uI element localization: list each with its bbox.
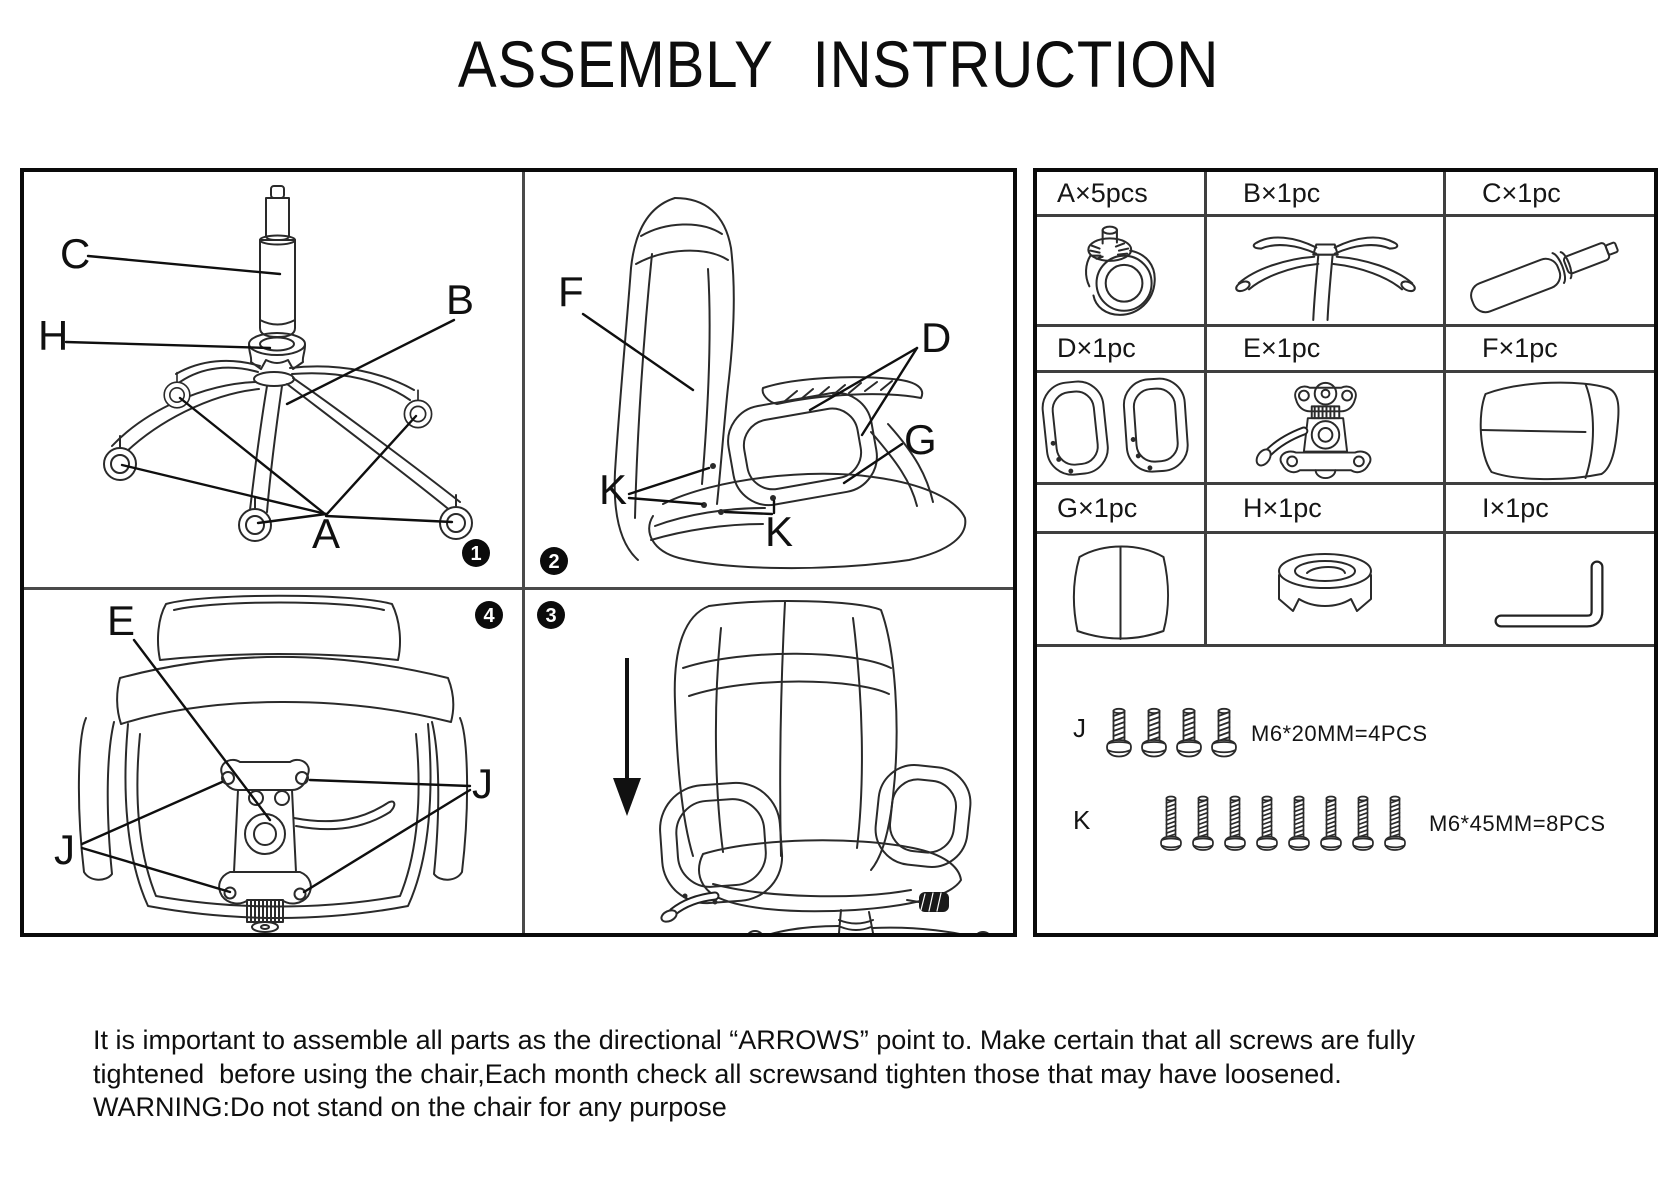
part-label-a: A — [312, 510, 341, 557]
step-3-number: 3 — [545, 605, 557, 627]
part-label-k: K — [765, 508, 794, 555]
footer-note — [93, 1024, 1593, 1125]
part-label-k: K — [599, 466, 628, 513]
part-label-b: B — [446, 276, 475, 323]
part-label-d: D — [921, 314, 952, 361]
step-4-badge — [475, 601, 503, 629]
step-2-panel — [525, 172, 1013, 587]
footer-warning: WARNING:Do not stand on the chair for any purpose — [93, 1092, 727, 1122]
base-exploded-drawing — [104, 186, 475, 541]
assembly-steps-diagram — [20, 168, 1017, 937]
step-1-number: 1 — [470, 543, 482, 565]
part-c-label: C×1pc — [1446, 172, 1654, 217]
part-h-cell — [1207, 534, 1446, 647]
screw-k-icon — [1351, 795, 1375, 853]
screw-j-icon — [1175, 707, 1203, 759]
gas-lift-drawing — [1453, 219, 1648, 323]
step-3-badge — [537, 601, 565, 629]
part-a-cell — [1037, 217, 1207, 327]
backrest-drawing — [1465, 374, 1635, 482]
part-label-c: C — [60, 230, 91, 277]
screw-j-label: J — [1073, 713, 1086, 743]
allen-key-drawing — [1475, 537, 1625, 641]
part-label-e: E — [107, 597, 136, 644]
part-label-f: F — [558, 268, 584, 315]
page-title — [0, 26, 1678, 102]
screw-k-label: K — [1073, 805, 1091, 835]
part-label-j: J — [472, 760, 493, 807]
panel-divider-vertical — [522, 172, 525, 933]
part-label-g: G — [904, 416, 937, 463]
screw-k-spec: M6*45MM=8PCS — [1429, 811, 1606, 836]
step-2-leader-lines — [583, 314, 917, 514]
step-1-badge — [462, 539, 490, 567]
down-arrow — [613, 658, 641, 816]
part-c-cell — [1446, 217, 1654, 327]
part-e-label: E×1pc — [1207, 327, 1446, 373]
screw-k-icon — [1383, 795, 1407, 853]
armrests-drawing — [1037, 375, 1204, 481]
part-a-label: A×5pcs — [1037, 172, 1207, 217]
screw-k-icon — [1191, 795, 1215, 853]
tilt-mechanism-drawing — [1243, 374, 1408, 482]
step-1-panel — [24, 172, 522, 587]
part-d-label: D×1pc — [1037, 327, 1207, 373]
footer-line-1: It is important to assemble all parts as the directional “ARROWS” point to. Make certain that all screws are fully — [93, 1025, 1416, 1055]
part-g-label: G×1pc — [1037, 485, 1207, 534]
screw-j-spec: M6*20MM=4PCS — [1251, 721, 1428, 746]
seat-drawing — [1062, 535, 1180, 643]
screw-k-icon — [1255, 795, 1279, 853]
assembled-chair-drawing — [657, 601, 992, 933]
caster-wheel-drawing — [1061, 220, 1181, 322]
parts-grid — [1037, 172, 1654, 647]
footer-line-2: tightened before using the chair,Each month check all screwsand tighten those that may have loosened. — [93, 1058, 1342, 1089]
screw-k-icon — [1159, 795, 1183, 853]
base-cover-drawing — [1255, 537, 1395, 641]
parts-table — [1033, 168, 1658, 937]
part-label-h: H — [38, 312, 69, 359]
part-i-cell — [1446, 534, 1654, 647]
part-g-cell — [1037, 534, 1207, 647]
star-base-drawing — [1223, 220, 1428, 322]
screw-j-icon — [1210, 707, 1238, 759]
part-h-label: H×1pc — [1207, 485, 1446, 534]
seat-underside-drawing — [79, 596, 467, 932]
part-i-label: I×1pc — [1446, 485, 1654, 534]
screw-k-icon — [1319, 795, 1343, 853]
screw-j-icon — [1105, 707, 1133, 759]
part-f-cell — [1446, 373, 1654, 485]
step-4-panel — [24, 590, 522, 933]
step-2-badge — [540, 547, 568, 575]
part-d-cell — [1037, 373, 1207, 485]
step-2-number: 2 — [548, 551, 560, 573]
part-b-label: B×1pc — [1207, 172, 1446, 217]
part-label-j: J — [54, 826, 75, 873]
page-title-text: ASSEMBLY INSTRUCTION — [458, 27, 1220, 101]
screw-k-icon — [1223, 795, 1247, 853]
panel-divider-horizontal — [24, 587, 1013, 590]
part-e-cell — [1207, 373, 1446, 485]
part-f-label: F×1pc — [1446, 327, 1654, 373]
screw-j-icon — [1140, 707, 1168, 759]
hardware-list — [1037, 647, 1654, 933]
screw-k-icon — [1287, 795, 1311, 853]
step-3-panel — [525, 590, 1013, 933]
part-b-cell — [1207, 217, 1446, 327]
step-4-number: 4 — [483, 605, 495, 627]
